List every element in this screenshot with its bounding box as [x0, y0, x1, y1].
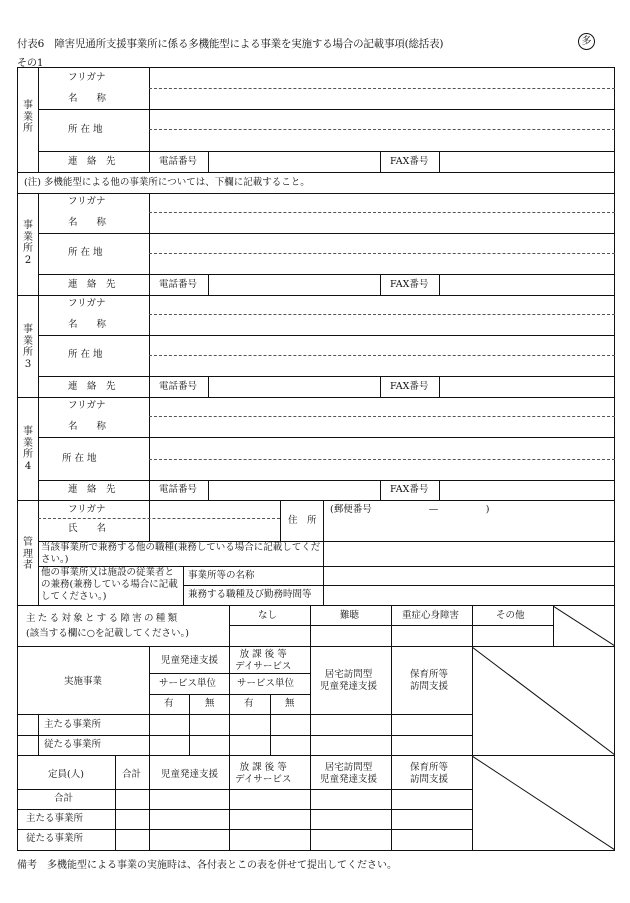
manager-other-job-label: 兼務する職種及び勤務時間等 — [188, 589, 312, 600]
capacity-jidou-header: 児童発達支援 — [161, 769, 219, 780]
office-2-name-label: 名 称 — [68, 217, 107, 228]
office-2-fax-label: FAX番号 — [390, 279, 429, 290]
disability-col-hearing: 難聴 — [340, 610, 360, 621]
office-4-address-label: 所 在 地 — [62, 453, 97, 464]
office-2-address-label: 所 在 地 — [68, 247, 103, 258]
office-2-side-label: 事業所2 — [23, 220, 33, 266]
office-1-address-label: 所 在 地 — [68, 124, 103, 135]
business-ari-2: 有 — [244, 698, 254, 709]
manager-other-label: 他の事業所又は施設の従業者との兼務(兼務している場合に記載してください。) — [41, 567, 178, 602]
disability-diagonal — [553, 606, 615, 646]
office-1-furigana-label: フリガナ — [68, 72, 106, 83]
business-kyotaku-header: 居宅訪問型 児童発達支援 — [320, 669, 378, 692]
manager-name-label: 氏 名 — [68, 523, 107, 534]
office-4-furigana-label: フリガナ — [68, 400, 106, 411]
office-1-side-label: 事業所 — [23, 100, 33, 134]
disability-label: 主たる対象とする障害の種類 — [26, 613, 180, 624]
office-3-block — [17, 295, 615, 398]
office-2-phone-label: 電話番号 — [159, 279, 198, 290]
business-hoiku-header: 保育所等 訪問支援 — [410, 669, 449, 692]
capacity-diagonal — [472, 756, 615, 850]
office-4-side-label: 事業所4 — [23, 426, 33, 472]
office-2-furigana-label: フリガナ — [68, 196, 106, 207]
capacity-block — [17, 755, 615, 851]
business-jidou-header: 児童発達支援 — [161, 655, 219, 666]
office-3-fax-label: FAX番号 — [390, 381, 429, 392]
office-3-contact-label: 連 絡 先 — [68, 381, 116, 392]
capacity-row-total: 合計 — [54, 793, 74, 804]
office-4-block — [17, 397, 615, 501]
business-nashi-1: 無 — [205, 698, 215, 709]
multifunction-mark: 多 — [578, 33, 595, 50]
office-4-phone-label: 電話番号 — [159, 484, 198, 495]
business-block — [17, 646, 615, 756]
capacity-row-sub: 従たる事業所 — [26, 833, 84, 844]
capacity-houkago-header: 放 課 後 等 デイサービス — [235, 762, 292, 785]
disability-col-none: なし — [258, 610, 278, 621]
disability-block — [17, 605, 615, 647]
manager-address-label: 住 所 — [288, 515, 317, 526]
business-service-unit-2: サービス単位 — [237, 678, 295, 689]
office-1-fax-label: FAX番号 — [390, 156, 429, 167]
office-1-contact-label: 連 絡 先 — [68, 156, 116, 167]
business-service-unit-1: サービス単位 — [159, 678, 217, 689]
manager-concurrent-label: 当該事業所で兼務する他の職種(兼務している場合に記載してください。) — [41, 542, 321, 565]
disability-note: (該当する欄に○を記載してください。) — [26, 628, 189, 639]
note-row — [17, 172, 615, 194]
capacity-total-header: 合計 — [122, 769, 142, 780]
office-3-address-label: 所 在 地 — [68, 349, 103, 360]
office-1-name-label: 名 称 — [68, 93, 107, 104]
manager-postal-label: (郵便番号 — ) — [330, 504, 490, 515]
note-text: (注) 多機能型による他の事業所については、下欄に記載すること。 — [24, 177, 310, 188]
office-1-phone-label: 電話番号 — [159, 156, 198, 167]
footer-note: 備考 多機能型による事業の実施時は、各付表とこの表を併せて提出してください。 — [17, 860, 397, 871]
business-houkago-header: 放 課 後 等 デイサービス — [235, 649, 292, 672]
office-2-block — [17, 193, 615, 296]
capacity-row-main: 主たる事業所 — [26, 813, 84, 824]
form-title: 付表6 障害児通所支援事業所に係る多機能型による事業を実施する場合の記載事項(総括表) — [17, 38, 444, 50]
office-4-fax-label: FAX番号 — [390, 484, 429, 495]
business-ari-1: 有 — [164, 698, 174, 709]
business-diagonal — [472, 647, 615, 755]
manager-furigana-label: フリガナ — [68, 504, 106, 515]
capacity-kyotaku-header: 居宅訪問型 児童発達支援 — [320, 762, 378, 785]
office-3-name-label: 名 称 — [68, 319, 107, 330]
business-nashi-2: 無 — [285, 698, 295, 709]
office-3-side-label: 事業所3 — [23, 324, 33, 370]
office-1-block — [17, 67, 615, 173]
business-sub-row: 従たる事業所 — [44, 739, 102, 750]
manager-other-name-label: 事業所等の名称 — [188, 570, 255, 581]
capacity-title: 定員(人) — [48, 769, 84, 780]
office-3-furigana-label: フリガナ — [68, 298, 106, 309]
capacity-hoiku-header: 保育所等 訪問支援 — [410, 762, 449, 785]
disability-col-other: その他 — [496, 610, 525, 621]
business-title: 実施事業 — [64, 676, 103, 687]
office-3-phone-label: 電話番号 — [159, 381, 198, 392]
disability-col-severe: 重症心身障害 — [402, 610, 460, 621]
part-label: その1 — [17, 58, 44, 69]
business-main-row: 主たる事業所 — [44, 719, 102, 730]
office-4-name-label: 名 称 — [68, 421, 107, 432]
manager-side-label: 管理者 — [23, 537, 33, 571]
office-2-contact-label: 連 絡 先 — [68, 279, 116, 290]
office-4-contact-label: 連 絡 先 — [68, 484, 116, 495]
manager-block — [17, 500, 615, 606]
